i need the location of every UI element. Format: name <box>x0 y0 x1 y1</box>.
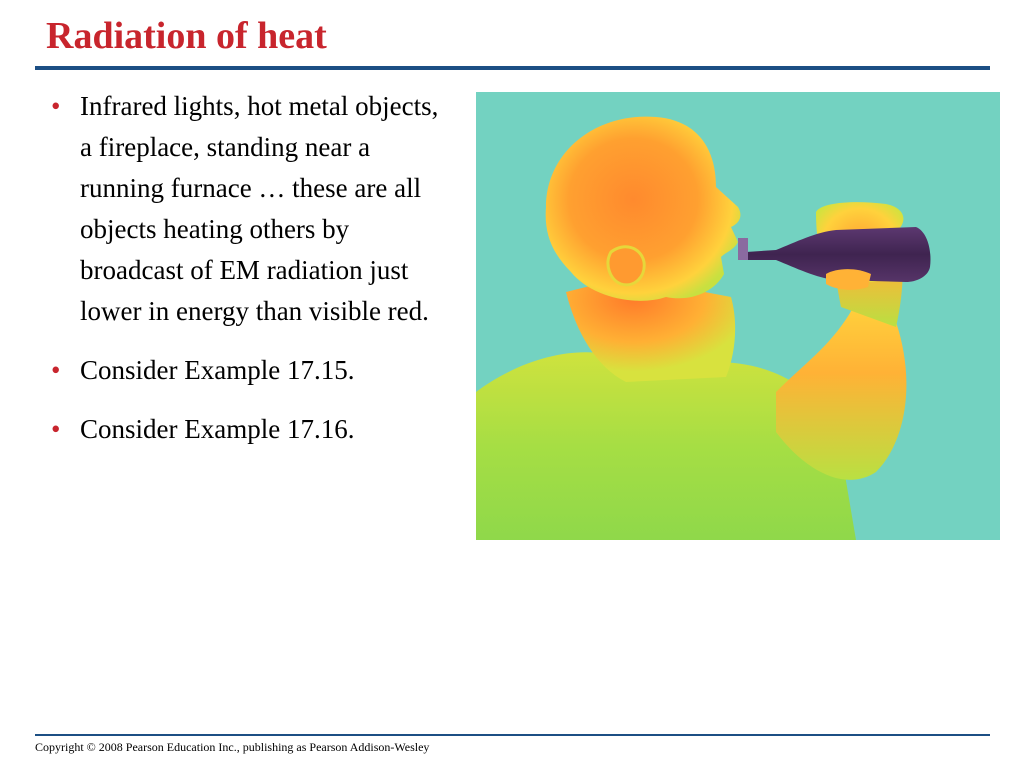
bullet-item <box>45 86 445 332</box>
bullet-text: Consider Example 17.15. <box>80 355 355 385</box>
copyright-footer: Copyright © 2008 Pearson Education Inc., publishing as Pearson Addison-Wesley <box>35 740 430 754</box>
bullet-text: Infrared lights, hot metal objects, a fireplace, standing near a running furnace … these are all objects heating others by broadcast of EM radiation just lower in energy than visible red. <box>80 91 439 326</box>
bullet-icon: • <box>51 355 61 385</box>
slide-title: Radiation of heat <box>46 15 327 57</box>
bullet-text: Consider Example 17.16. <box>80 414 355 444</box>
thermal-image <box>476 92 1000 540</box>
bullet-list <box>45 86 445 468</box>
bullet-icon: • <box>51 414 61 444</box>
title-divider <box>35 66 990 70</box>
footer-divider <box>35 734 990 736</box>
bullet-icon: • <box>51 91 61 121</box>
bullet-item <box>45 409 445 450</box>
bullet-item <box>45 350 445 391</box>
